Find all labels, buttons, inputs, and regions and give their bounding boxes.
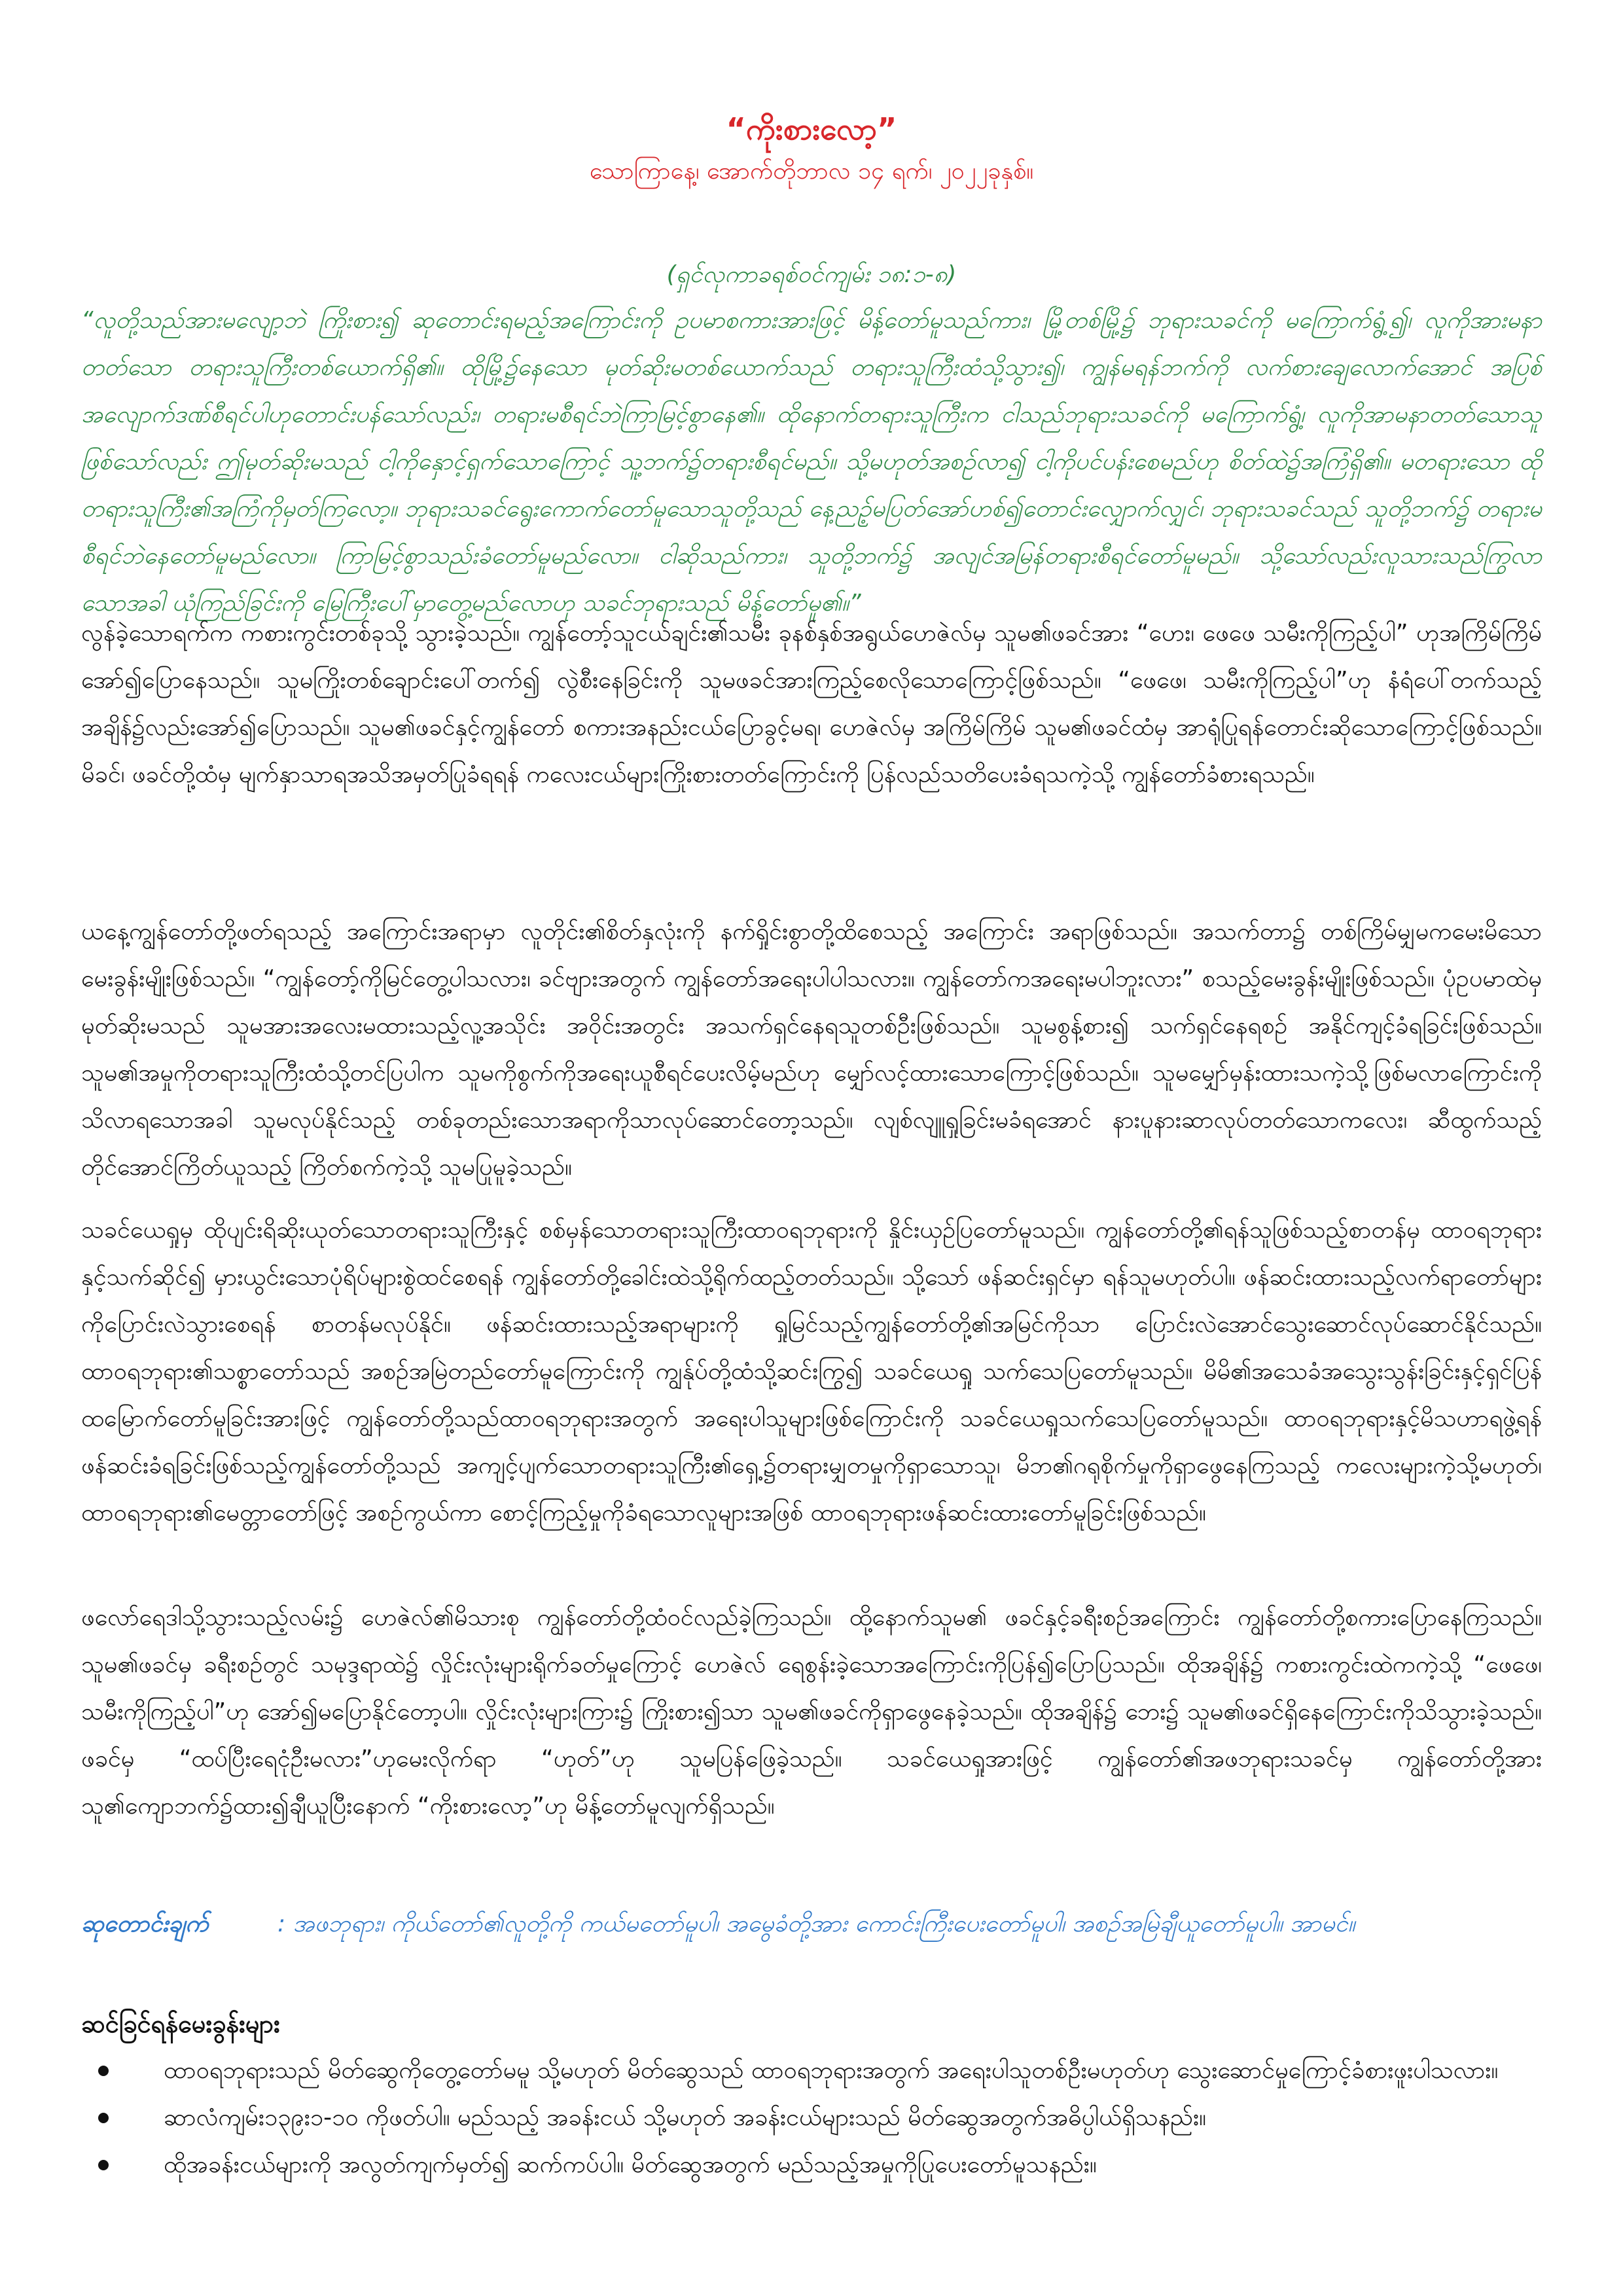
question-text: ထိုအခန်းငယ်များကို အလွတ်ကျက်မှတ်၍ ဆက်ကပ်ပါ။ မိတ်ဆွေအတွက် မည်သည့်အမှုကိုပြုပေးတော်မူသနည်း။ xyxy=(164,2151,1097,2178)
bullet-icon xyxy=(98,2113,109,2123)
body-paragraph-3: သခင်ယေရှုမှ ထိုပျင်းရိဆိုးယုတ်သောတရားသူကြီးနှင့် စစ်မှန်သောတရားသူကြီးထာဝရဘုရားကို နှိုင်းယှဉ်ပြတော်မူသည်။ ကျွန်တော်တို့၏ရန်သူဖြစ်သည့်စာတန်မှ ထာဝရဘုရားနှင့်သက်ဆိုင်၍ မှားယွင်းသောပုံရိပ်များစွဲထင်စေရန် ကျွန်တော်တို့ခေါင်းထဲသို့ရိုက်ထည့်တတ်သည်။ သို့သော် ဖန်ဆင်းရှင်မှာ ရန်သူမဟုတ်ပါ။ ဖန်ဆင်းထားသည့်လက်ရာတော်များကိုပြောင်းလဲသွားစေရန် စာတန်မလုပ်နိုင်။ ဖန်ဆင်းထားသည့်အရာများကို ရှုမြင်သည့်ကျွန်တော်တို့၏အမြင်ကိုသာ ပြောင်းလဲအောင်သွေးဆောင်လုပ်ဆောင်နိုင်သည်။ ထာဝရဘုရား၏သစ္စာတော်သည် အစဉ်အမြဲတည်တော်မူကြောင်းကို ကျွန်ုပ်တို့ထံသို့ဆင်းကြွ၍ သခင်ယေရှု သက်သေပြတော်မူသည်။ မိမိ၏အသေခံအသွေးသွန်းခြင်းနှင့်ရှင်ပြန်ထမြောက်တော်မူခြင်းအားဖြင့် ကျွန်တော်တို့သည်ထာဝရဘုရားအတွက် အရေးပါသူများဖြစ်ကြောင်းကို သခင်ယေရှုသက်သေပြတော်မူသည်။ ထာဝရဘုရားနှင့်မိသဟာရဖွဲ့ရန် ဖန်ဆင်းခံရခြင်းဖြစ်သည့်ကျွန်တော်တို့သည် အကျင့်ပျက်သောတရားသူကြီး၏ရှေ့၌တရားမျှတမှုကိုရှာသောသူ၊ မိဘ၏ဂရုစိုက်မှုကိုရှာဖွေနေကြသည့် ကလေးများကဲ့သို့မဟုတ်၊ ထာဝရဘုရား၏မေတ္တာတော်ဖြင့် အစဉ်ကွယ်ကာ စောင့်ကြည့်မှုကိုခံရသောလူများအဖြစ် ထာဝရဘုရားဖန်ဆင်းထားတော်မူခြင်းဖြစ်သည်။ xyxy=(81,1217,1542,1526)
page-title: “ကိုးစားလော့” xyxy=(726,111,897,147)
list-item xyxy=(81,2047,1542,2094)
questions-heading: ဆင်ခြင်ရန်မေးခွန်းများ xyxy=(81,2009,280,2038)
list-item xyxy=(81,2142,1542,2189)
body-paragraph-2: ယနေ့ကျွန်တော်တို့ဖတ်ရသည့် အကြောင်းအရာမှာ လူတိုင်း၏စိတ်နှလုံးကို နက်ရှိုင်းစွာတို့ထိစေသည့် အကြောင်း အရာဖြစ်သည်။ အသက်တာ၌ တစ်ကြိမ်မျှမကမေးမိသောမေးခွန်းမျိုးဖြစ်သည်။ “ကျွန်တော့်ကိုမြင်တွေ့ပါသလား၊ ခင်ဗျားအတွက် ကျွန်တော်အရေးပါပါသလား။ ကျွန်တော်ကအရေးမပါဘူးလား” စသည့်မေးခွန်းမျိုးဖြစ်သည်။ ပုံဥပမာထဲမှမုတ်ဆိုးမသည် သူမအားအလေးမထားသည့်လူ့အသိုင်း အဝိုင်းအတွင်း အသက်ရှင်နေရသူတစ်ဦးဖြစ်သည်။ သူမစွန့်စား၍ သက်ရှင်နေရစဉ် အနိုင်ကျင့်ခံရခြင်းဖြစ်သည်။ သူမ၏အမှုကိုတရားသူကြီးထံသို့တင်ပြပါက သူမကိုစွက်ကိုအရေးယူစီရင်ပေးလိမ့်မည်ဟု မျှော်လင့်ထားသောကြောင့်ဖြစ်သည်။ သူမမျှော်မှန်းထားသကဲ့သို့ဖြစ်မလာကြောင်းကို သိလာရသောအခါ သူမလုပ်နိုင်သည့် တစ်ခုတည်းသောအရာကိုသာလုပ်ဆောင်တော့သည်။ လျစ်လျူရှုခြင်းမခံရအောင် နားပူနားဆာလုပ်တတ်သောကလေး၊ ဆီထွက်သည့်တိုင်အောင်ကြိတ်ယူသည့် ကြိတ်စက်ကဲ့သို့ သူမပြုမူခဲ့သည်။ xyxy=(81,918,1542,1181)
questions-list xyxy=(81,2047,1542,2189)
question-text: ဆာလံကျမ်း၁၃၉း၁-၁၀ ကိုဖတ်ပါ။ မည်သည့် အခန်းငယ် သို့မဟုတ် အခန်းငယ်များသည် မိတ်ဆွေအတွက်အဓိပ္ပါယ်ရှိသနည်း။ xyxy=(164,2104,1207,2131)
scripture-reference: (ရှင်လုကာခရစ်ဝင်ကျမ်း ၁၈:၁-၈) xyxy=(666,261,957,288)
bullet-icon xyxy=(98,2160,109,2170)
list-item xyxy=(81,2094,1542,2142)
prayer-section xyxy=(81,1901,1542,1948)
body-paragraph-4: ဖလော်ရေဒါသို့သွားသည့်လမ်း၌ ဟေဇဲလ်၏မိသားစု ကျွန်တော်တို့ထံဝင်လည်ခဲ့ကြသည်။ ထို့နောက်သူမ၏ ဖခင်နှင့်ခရီးစဉ်အကြောင်း ကျွန်တော်တို့စကားပြောနေကြသည်။ သူမ၏ဖခင်မှ ခရီးစဉ်တွင် သမုဒ္ဒရာထဲ၌ လှိုင်းလုံးများရိုက်ခတ်မှုကြောင့် ဟေဇဲလ် ရေစွန်းခဲ့သောအကြောင်းကိုပြန်၍ပြောပြသည်။ ထိုအချိန်၌ ကစားကွင်းထဲကကဲ့သို့ “ဖေဖေ၊ သမီးကိုကြည့်ပါ”ဟု အော်၍မပြောနိုင်တော့ပါ။ လှိုင်းလုံးများကြား၌ ကြိုးစား၍သာ သူမ၏ဖခင်ကိုရှာဖွေနေခဲ့သည်။ ထိုအချိန်၌ ဘေး၌ သူမ၏ဖခင်ရှိနေကြောင်းကိုသိသွားခဲ့သည်။ ဖခင်မှ “ထပ်ပြီးရေငုံဦးမလား”ဟုမေးလိုက်ရာ “ဟုတ်”ဟု သူမပြန်ဖြေခဲ့သည်။ သခင်ယေရှုအားဖြင့် ကျွန်တော်၏အဖဘုရားသခင်မှ ကျွန်တော်တို့အား သူ၏ကျောဘက်၌ထား၍ချီယူပြီးနောက် “ကိုးစားလော့”ဟု မိန့်တော်မူလျက်ရှိသည်။ xyxy=(81,1604,1542,1820)
bullet-icon xyxy=(98,2066,109,2076)
prayer-label: ဆုတောင်းချက် xyxy=(81,1910,209,1937)
prayer-text: : အဖဘုရား၊ ကိုယ်တော်၏လူတို့ကို ကယ်မတော်မူပါ၊ အမွေခံတို့အား ကောင်းကြီးပေးတော်မူပါ၊ အစဉ်အမြဲချီယူတော်မူပါ။ အာမင်။ xyxy=(277,1910,1355,1937)
body-paragraph-1: လွန်ခဲ့သောရက်က ကစားကွင်းတစ်ခုသို့ သွားခဲ့သည်။ ကျွန်တော့်သူငယ်ချင်း၏သမီး ခုနစ်နှစ်အရွယ်ဟေဇဲလ်မှ သူမ၏ဖခင်အား “ဟေး၊ ဖေဖေ သမီးကိုကြည့်ပါ” ဟုအကြိမ်ကြိမ်အော်၍ပြောနေသည်။ သူမကြိုးတစ်ချောင်းပေါ်တက်၍ လွဲစီးနေခြင်းကို သူမဖခင်အားကြည့်စေလိုသောကြောင့်ဖြစ်သည်။ “ဖေဖေ၊ သမီးကိုကြည့်ပါ”ဟု နံရံပေါ်တက်သည့်အချိန်၌လည်းအော်၍ပြောသည်။ သူမ၏ဖခင်နှင့်ကျွန်တော် စကားအနည်းငယ်ပြောခွင့်မရ၊ ဟေဇဲလ်မှ အကြိမ်ကြိမ် သူမ၏ဖခင်ထံမှ အာရုံပြုရန်တောင်းဆိုသောကြောင့်ဖြစ်သည်။ မိခင်၊ ဖခင်တို့ထံမှ မျက်နှာသာရအသိအမှတ်ပြုခံရရန် ကလေးငယ်များကြိုးစားတတ်ကြောင်းကို ပြန်လည်သတိပေးခံရသကဲ့သို့ ကျွန်တော်ခံစားရသည်။ xyxy=(81,620,1542,788)
date-line: သောကြာနေ့၊ အောက်တိုဘာလ ၁၄ ရက်၊ ၂၀၂၂ခုနှစ်။ xyxy=(589,158,1034,185)
scripture-text: “လူတို့သည်အားမလျော့ဘဲ ကြိုးစား၍ ဆုတောင်းရမည့်အကြောင်းကို ဥပမာစကားအားဖြင့် မိန့်တော်မူသည်ကား၊ မြို့တစ်မြို့၌ ဘုရားသခင်ကို မကြောက်ရွံ့၍၊ လူကိုအားမနာတတ်သော တရားသူကြီးတစ်ယောက်ရှိ၏။ ထိုမြို့၌နေသော မုတ်ဆိုးမတစ်ယောက်သည် တရားသူကြီးထံသို့သွား၍၊ ကျွန်မရန်ဘက်ကို လက်စားချေလောက်အောင် အပြစ်အလျောက်ဒဏ်စီရင်ပါဟုတောင်းပန်သော်လည်း၊ တရားမစီရင်ဘဲကြာမြင့်စွာနေ၏။ ထိုနောက်တရားသူကြီးက ငါသည်ဘုရားသခင်ကို မကြောက်ရွံ့၊ လူကိုအာမနာတတ်သောသူဖြစ်သော်လည်း ဤမုတ်ဆိုးမသည် ငါ့ကိုနှောင့်ရှက်သောကြောင့် သူ့ဘက်၌တရားစီရင်မည်။ သို့မဟုတ်အစဉ်လာ၍ ငါ့ကိုပင်ပန်းစေမည်ဟု စိတ်ထဲ၌အကြံရှိ၏။ မတရားသော ထိုတရားသူကြီး၏အကြံကိုမှတ်ကြလော့။ ဘုရားသခင်ရွေးကောက်တော်မူသောသူတို့သည် နေ့ညဉ့်မပြတ်အော်ဟစ်၍တောင်းလျှောက်လျှင်၊ ဘုရားသခင်သည် သူတို့ဘက်၌ တရားမစီရင်ဘဲနေတော်မူမည်လော။ ကြာမြင့်စွာသည်းခံတော်မူမည်လော။ ငါဆိုသည်ကား၊ သူတို့ဘက်၌ အလျင်အမြန်တရားစီရင်တော်မူမည်။ သို့သော်လည်းလူသားသည်ကြွလာသောအခါ ယုံကြည်ခြင်းကို မြေကြီးပေါ်မှာတွေ့မည်လောဟု သခင်ဘုရားသည် မိန့်တော်မူ၏။” xyxy=(81,307,1542,617)
question-text: ထာဝရဘုရားသည် မိတ်ဆွေကိုတွေ့တော်မမူ သို့မဟုတ် မိတ်ဆွေသည် ထာဝရဘုရားအတွက် အရေးပါသူတစ်ဦးမဟုတ်ဟု သွေးဆောင်မှုကြောင့်ခံစားဖူးပါသလား။ xyxy=(164,2057,1499,2084)
